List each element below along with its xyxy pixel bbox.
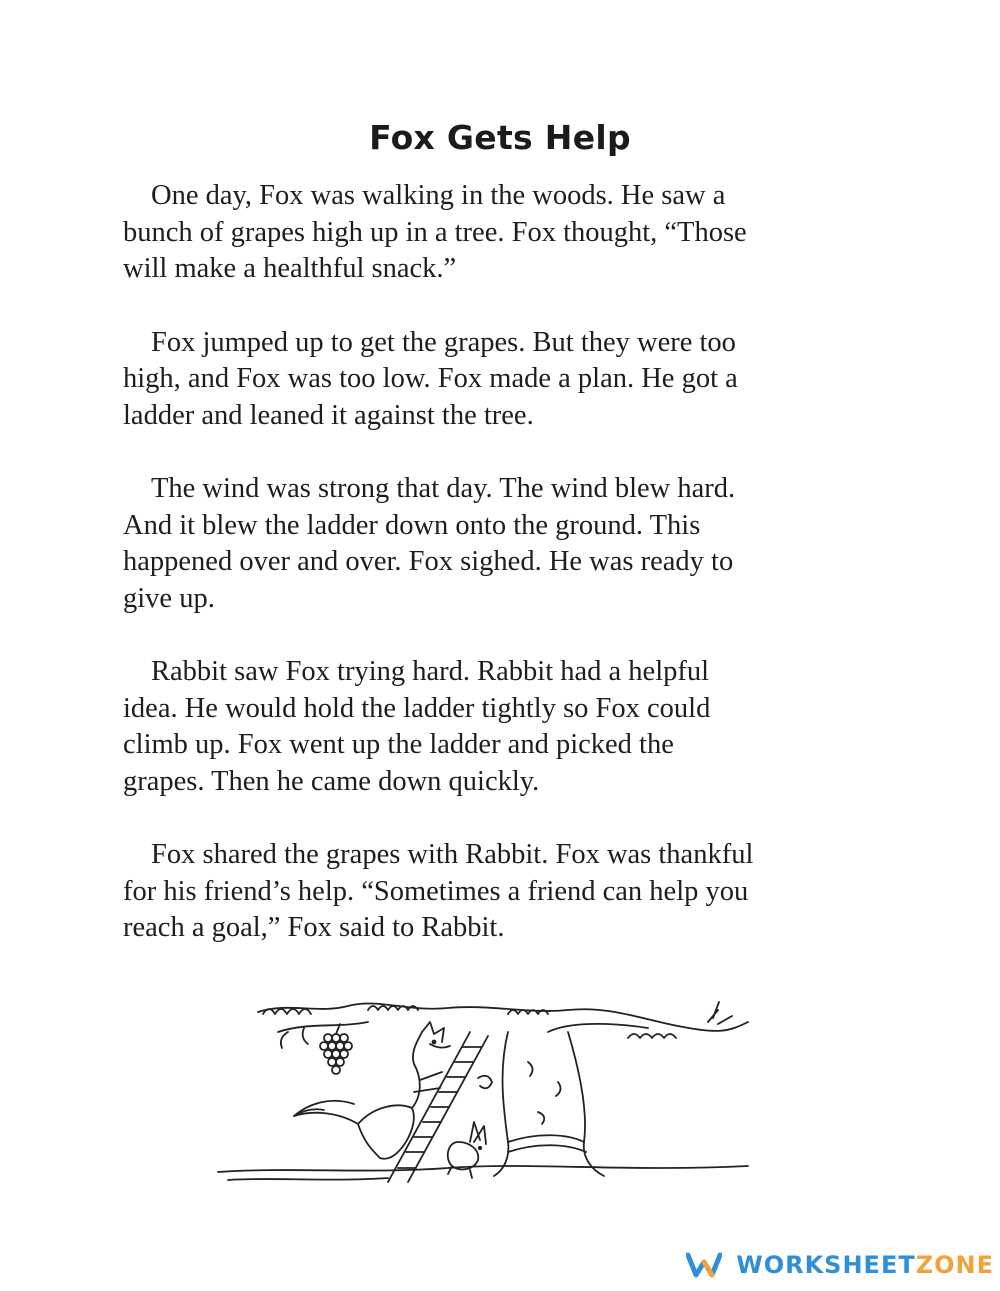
text-line: climb up. Fox went up the ladder and picked the: [123, 729, 674, 760]
text-line: Fox shared the grapes with Rabbit. Fox was thankful: [151, 839, 754, 870]
paragraph: [123, 471, 868, 617]
paragraph: [123, 178, 868, 288]
text-line: bunch of grapes high up in a tree. Fox thought, “Those: [123, 216, 747, 248]
text-line: And it blew the ladder down onto the ground. This: [123, 509, 701, 541]
text-line: ladder and leaned it against the tree.: [123, 399, 534, 431]
paragraph: [123, 837, 868, 947]
worksheetzone-watermark: [676, 1245, 1000, 1285]
paragraph: [123, 325, 868, 435]
text-line: Rabbit saw Fox trying hard. Rabbit had a helpful: [151, 656, 710, 687]
fox-rabbit-ladder-grape-tree-drawing: [208, 992, 760, 1188]
text-line: The wind was strong that day. The wind blew hard.: [151, 473, 736, 504]
paragraph: [123, 654, 868, 800]
text-line: One day, Fox was walking in the woods. He saw a: [151, 180, 726, 211]
text-line: grapes. Then he came down quickly.: [123, 765, 540, 797]
brand-text-part1: WORKSHEET: [736, 1251, 916, 1279]
text-line: for his friend’s help. “Sometimes a friend can help you: [123, 875, 749, 907]
brand-text-part2: ZONE: [915, 1251, 994, 1279]
text-line: will make a healthful snack.”: [123, 253, 457, 284]
text-line: high, and Fox was too low. Fox made a plan. He got a: [123, 363, 738, 394]
text-line: reach a goal,” Fox said to Rabbit.: [123, 912, 505, 943]
text-line: give up.: [123, 582, 215, 614]
page-title: Fox Gets Help: [369, 118, 631, 157]
text-line: idea. He would hold the ladder tightly so Fox could: [123, 692, 711, 724]
text-line: Fox jumped up to get the grapes. But they were too: [151, 326, 736, 358]
text-line: happened over and over. Fox sighed. He was ready to: [123, 546, 734, 577]
story-text: [123, 178, 868, 984]
w-logo-icon: [686, 1252, 722, 1278]
